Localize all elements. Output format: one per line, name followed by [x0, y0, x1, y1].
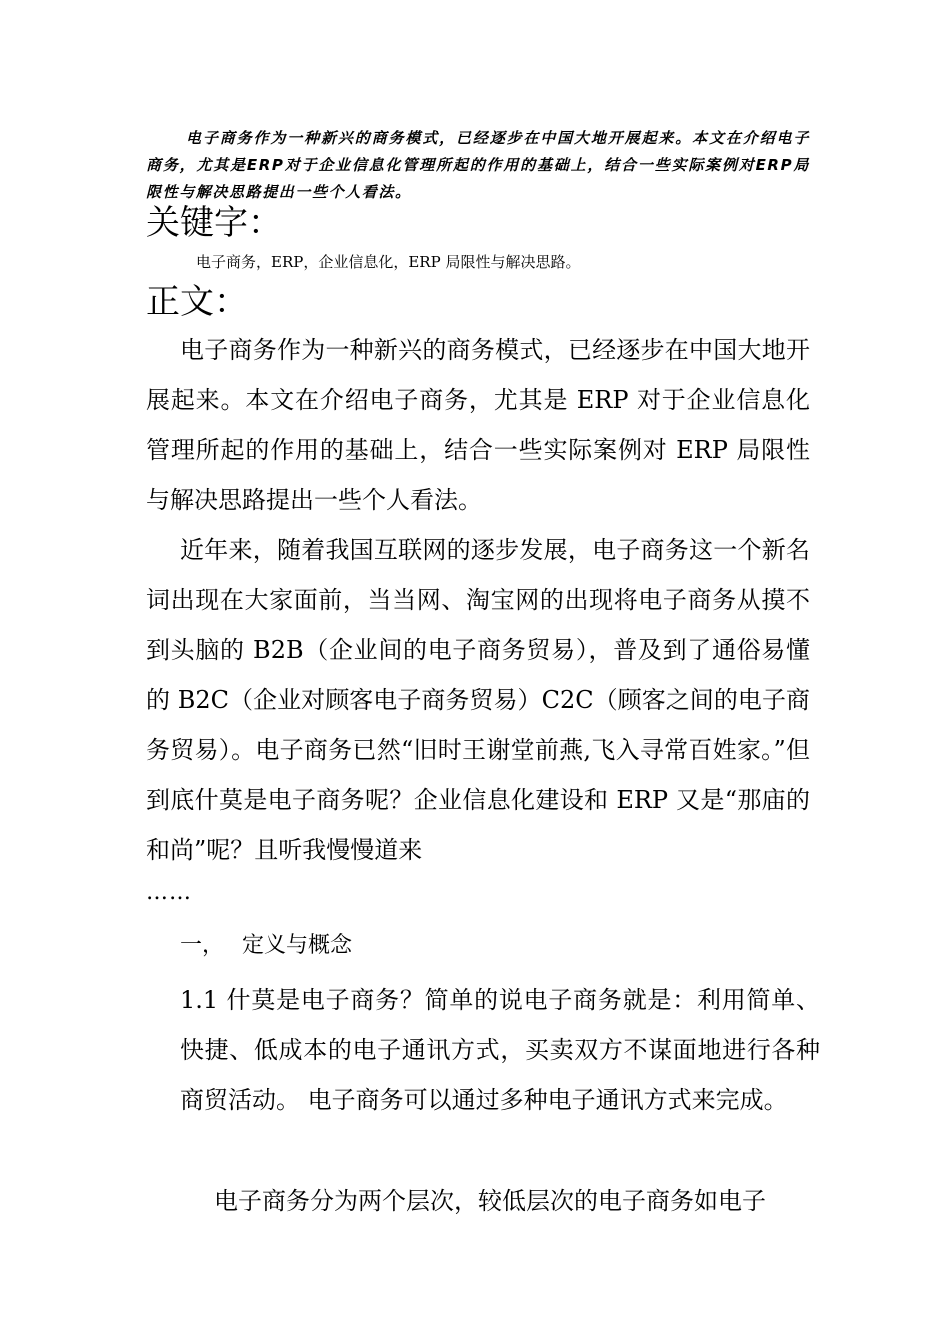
keywords-heading: 关键字： [146, 203, 282, 243]
definition-paragraph: 1.1 什莫是电子商务？简单的说电子商务就是：利用简单、快捷、低成本的电子通讯方式，买卖双方不谋面地进行各种商贸活动。 电子商务可以通过多种电子通讯方式来完成。 [180, 986, 820, 1114]
body-paragraph-intro: 电子商务作为一种新兴的商务模式，已经逐步在中国大地开展起来。本文在介绍电子商务，尤其是 ERP 对于企业信息化管理所起的作用的基础上，结合一些实际案例对 ERP 局限性与解决思路提出一些个人看法。 [146, 336, 810, 514]
keywords-text: 电子商务，ERP，企业信息化，ERP 局限性与解决思路。 [196, 253, 581, 271]
body-paragraph-background: 近年来，随着我国互联网的逐步发展，电子商务这一个新名词出现在大家面前，当当网、淘宝网的出现将电子商务从摸不到头脑的 B2B（企业间的电子商务贸易），普及到了通俗易懂的 B2C（企业对顾客电子商务贸易）C2C（顾客之间的电子商务贸易）。电子商务已然“旧时王谢堂前燕,飞入寻常百姓家。”但到底什莫是电子商务呢？企业信息化建设和 ERP 又是“那庙的和尚”呢？且听我慢慢道来 [146, 536, 810, 864]
ellipsis-text: …… [146, 880, 192, 905]
body-heading: 正文： [146, 282, 248, 322]
section-number: 一， [180, 933, 225, 958]
levels-paragraph: 电子商务分为两个层次，较低层次的电子商务如电子 [214, 1187, 766, 1215]
abstract-paragraph: 电子商务作为一种新兴的商务模式，已经逐步在中国大地开展起来。本文在介绍电子商务，尤其是ERP对于企业信息化管理所起的作用的基础上，结合一些实际案例对ERP局限性与解决思路提出一些个人看法。 [146, 129, 810, 201]
section-title: 定义与概念 [242, 933, 353, 958]
section-heading-definitions [180, 926, 352, 966]
